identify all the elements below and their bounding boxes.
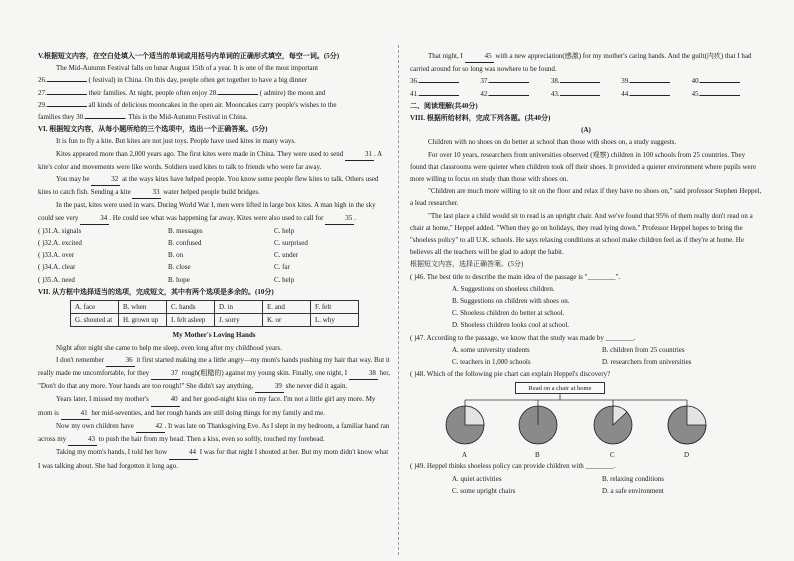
pie-chart-title: Read on a chair at home bbox=[515, 382, 605, 394]
box-option: I. felt asleep bbox=[167, 314, 215, 327]
answer-blank[interactable] bbox=[630, 95, 670, 96]
paragraph: It is fun to fly a kite. But kites are not just toys. People have used kites in many ways. bbox=[56, 137, 296, 146]
option[interactable]: D. researchers from universities bbox=[602, 358, 692, 367]
answer-row: 36. 37. 38. 39. 40. bbox=[410, 75, 762, 87]
blank-35[interactable]: 35 bbox=[325, 212, 354, 225]
box-option: B. when bbox=[119, 301, 167, 314]
blank-45[interactable]: 45 bbox=[465, 50, 494, 63]
section-6-heading: VI. 根据短文内容，从每小题所给的三个选项中，选出一个正确答案。(5分) bbox=[38, 125, 268, 134]
right-column bbox=[410, 50, 762, 497]
paragraph: Kites appeared more than 2,000 years ago. The first kites were made in China. They were used to send 31 . A kite's color and movements were like words. Soldiers used kites to talk to friends who were far away. bbox=[38, 149, 382, 171]
blank-39[interactable]: 39 bbox=[255, 380, 284, 393]
blank-42[interactable]: 42 bbox=[136, 420, 165, 433]
blank-43[interactable]: 43 bbox=[68, 433, 97, 446]
paragraph: You may be 32 at the ways kites have helped people. You know some people flew kites to talk. Others used kites to catch fish. Sending a kite 33 water helped people build bridges. bbox=[38, 173, 390, 199]
option[interactable]: A. Suggestions on shoeless children. bbox=[452, 284, 555, 293]
blank-30[interactable] bbox=[85, 118, 125, 119]
options-row[interactable]: ( )35.A. need B. hope C. help bbox=[38, 275, 295, 284]
blank-29[interactable] bbox=[47, 106, 87, 107]
paragraph: I don't remember 36 it first started making me a little angry—my mom's hands pushing my hair that way. But it really made me uncomfortable, for they 37 rough(粗糙的) against my young skin. Finally, one night, I 38 her, "Don't do that any more. Your hands are too rough!" She didn't say anything, 39 she never did it again. bbox=[38, 354, 390, 394]
word-box bbox=[70, 300, 359, 327]
options-row[interactable]: ( )33.A. over B. on C. under bbox=[38, 251, 299, 260]
box-option: F. felt bbox=[311, 301, 359, 314]
paragraph: Now my own children have 42 . It was late on Thanksgiving Eve. As I slept in my bedroom, a familiar hand ran across my 43 to push the hair from my head. Then a kiss, even so softly, touched my forehead. bbox=[38, 420, 390, 446]
answer-blank[interactable] bbox=[560, 95, 600, 96]
answer-blank[interactable] bbox=[489, 95, 529, 96]
box-option: K. or bbox=[263, 314, 311, 327]
answer-blank[interactable] bbox=[700, 95, 740, 96]
blank-36[interactable]: 36 bbox=[106, 354, 135, 367]
paragraph: Children with no shoes on do better at school than those with shoes on, a study suggests. bbox=[428, 138, 677, 147]
options-row bbox=[410, 344, 762, 356]
box-option: H. grown up bbox=[119, 314, 167, 327]
question-46[interactable]: ( )46. The best title to describe the main idea of the passage is "________". bbox=[410, 272, 621, 281]
paragraph: 29. all kinds of delicious mooncakes in the open air. Mooncakes carry people's wishes to the bbox=[38, 100, 337, 109]
section-7-heading: VII. 从方框中选择适当的选项，完成短文，其中有两个选项是多余的。(10分) bbox=[38, 287, 274, 296]
left-column bbox=[38, 50, 390, 472]
passage-label: (A) bbox=[581, 126, 591, 135]
blank-31[interactable]: 31 bbox=[345, 148, 374, 161]
passage-title: My Mother's Loving Hands bbox=[172, 331, 256, 340]
column-divider bbox=[398, 45, 399, 555]
instruction: 根据短文内容，选择正确答案。(5分) bbox=[410, 260, 524, 269]
options-row[interactable]: ( )31.A. signals B. messages C. help bbox=[38, 226, 295, 235]
option[interactable]: A. quiet activities bbox=[452, 474, 502, 483]
box-option: J. sorry bbox=[215, 314, 263, 327]
blank-38[interactable]: 38 bbox=[349, 367, 378, 380]
pie-label-a: A bbox=[462, 451, 468, 460]
blank-41[interactable]: 41 bbox=[61, 407, 90, 420]
paragraph: Years later, I missed my mother's 40 and her good-night kiss on my face. I'm not a little girl any more. My mom is 41 her mid-seventies, and her rough hands are still doing things for my family and me. bbox=[38, 393, 390, 419]
options-row bbox=[410, 485, 762, 497]
blank-28[interactable] bbox=[218, 94, 258, 95]
paragraph: The Mid-Autumn Festival falls on lunar August 15th of a year. It is one of the most important bbox=[56, 64, 319, 73]
option[interactable]: C. some upright chairs bbox=[452, 486, 516, 495]
paragraph: 26. ( festival) in China. On this day, people often get together to have a big dinner bbox=[38, 76, 308, 85]
pie-label-b: B bbox=[535, 451, 540, 460]
box-option: C. hands bbox=[167, 301, 215, 314]
answer-blank[interactable] bbox=[419, 95, 459, 96]
box-option: D. in bbox=[215, 301, 263, 314]
pie-a[interactable] bbox=[446, 406, 484, 444]
question-48[interactable]: ( )48. Which of the following pie chart can explain Heppel's discovery? bbox=[410, 370, 611, 379]
paragraph: "Children are much more willing to sit on the floor and relax if they have no shoes on," said professor Stephen Heppel, a lead researcher. bbox=[410, 187, 762, 208]
option[interactable]: B. Suggestions on children with shoes on. bbox=[452, 297, 570, 306]
option[interactable]: C. Shoeless children do better at school. bbox=[452, 309, 565, 318]
pie-chart-options bbox=[410, 382, 762, 460]
box-option: G. shouted at bbox=[71, 314, 119, 327]
blank-34[interactable]: 34 bbox=[80, 212, 109, 225]
pie-label-c: C bbox=[610, 451, 615, 460]
pie-c[interactable] bbox=[594, 406, 632, 444]
blank-44[interactable]: 44 bbox=[169, 446, 198, 459]
paragraph: That night, I 45 with a new appreciation(感激) for my mother's caring hands. And the guilt(内疚) that I had carried around for so long was nowhere to be found. bbox=[410, 52, 752, 74]
blank-27[interactable] bbox=[47, 94, 87, 95]
box-option: A. face bbox=[71, 301, 119, 314]
blank-40[interactable]: 40 bbox=[151, 393, 180, 406]
pie-b[interactable] bbox=[519, 406, 557, 444]
paragraph: For over 10 years, researchers from universities observed (观察) children in 100 schools from 25 countries. They found that classrooms were quieter when children took off their shoes. It provided a quieter environment where pupils were more willing to focus on study than those with shoes on. bbox=[410, 150, 757, 184]
answer-blank[interactable] bbox=[489, 82, 529, 83]
paragraph: Taking my mom's hands, I told her how 44 I was for that night I shouted at her. But my mom didn't know what I was talking about. She had forgotten it long ago. bbox=[38, 448, 389, 470]
blank-33[interactable]: 33 bbox=[132, 186, 161, 199]
part-2-heading: 二、阅读理解(共40分) bbox=[410, 101, 478, 110]
blank-26[interactable] bbox=[47, 81, 87, 82]
answer-blank[interactable] bbox=[419, 82, 459, 83]
box-option: L. why bbox=[311, 314, 359, 327]
paragraph: In the past, kites were used in wars. During World War I, men were lifted in large box kites. A man high in the sky could see very 34 . He could see what was happening far away. Kites were also used to call for 35 . bbox=[38, 199, 390, 224]
option[interactable]: D. Shoeless children looks cool at school. bbox=[452, 321, 570, 330]
option[interactable]: A. some university students bbox=[452, 345, 530, 354]
paragraph: "The last place a child would sit to read is an upright chair. And we've found that 95% of them really don't read on a chair at home," Heppel added. "When they go on holidays, they read lying down." Professor Heppel hopes to bring the "shoeless policy" to all U.K. schools. He says relaxing conditions at school make children feel as if they're at home. He believes all the teachers will be glad to adopt the habit. bbox=[410, 211, 753, 257]
option[interactable]: D. a safe environment bbox=[602, 486, 664, 495]
option[interactable]: C. teachers in 1,000 schools bbox=[452, 358, 531, 367]
option[interactable]: B. relaxing conditions bbox=[602, 474, 665, 483]
paragraph: families they 30. . This is the Mid-Autumn Festival in China. bbox=[38, 113, 248, 122]
section-5-heading: V.根据短文内容，在空白处填入一个适当的单词或用括号内单词的正确形式填空，每空一词。(5分) bbox=[38, 52, 340, 60]
options-row[interactable]: ( )32.A. excited B. confused C. surprised bbox=[38, 239, 308, 248]
answer-blank[interactable] bbox=[700, 82, 740, 83]
paragraph: 27. their families. At night, people often enjoy 28. ( admire) the moon and bbox=[38, 88, 326, 97]
question-49[interactable]: ( )49. Heppel thinks shoeless policy can provide children with ________. bbox=[410, 462, 616, 471]
question-47[interactable]: ( )47. According to the passage, we know that the study was made by ________. bbox=[410, 333, 636, 342]
pie-d[interactable] bbox=[668, 406, 706, 444]
options-row[interactable]: ( )34.A. clear B. close C. far bbox=[38, 263, 290, 272]
options-row bbox=[410, 356, 762, 368]
blank-37[interactable]: 37 bbox=[151, 367, 180, 380]
answer-row: 41. 42. 43. 44. 45. bbox=[410, 88, 762, 100]
options-row bbox=[410, 473, 762, 485]
section-8-heading: VIII. 根据所给材料，完成下列各题。(共40分) bbox=[410, 114, 551, 123]
paragraph: Night after night she came to help me sleep, even long after my childhood years. bbox=[56, 343, 282, 352]
answer-blank[interactable] bbox=[560, 82, 600, 83]
pie-label-d: D bbox=[684, 451, 690, 460]
box-option: E. and bbox=[263, 301, 311, 314]
blank-32[interactable]: 32 bbox=[91, 173, 120, 186]
option[interactable]: B. children from 25 countries bbox=[602, 345, 685, 354]
answer-blank[interactable] bbox=[630, 82, 670, 83]
